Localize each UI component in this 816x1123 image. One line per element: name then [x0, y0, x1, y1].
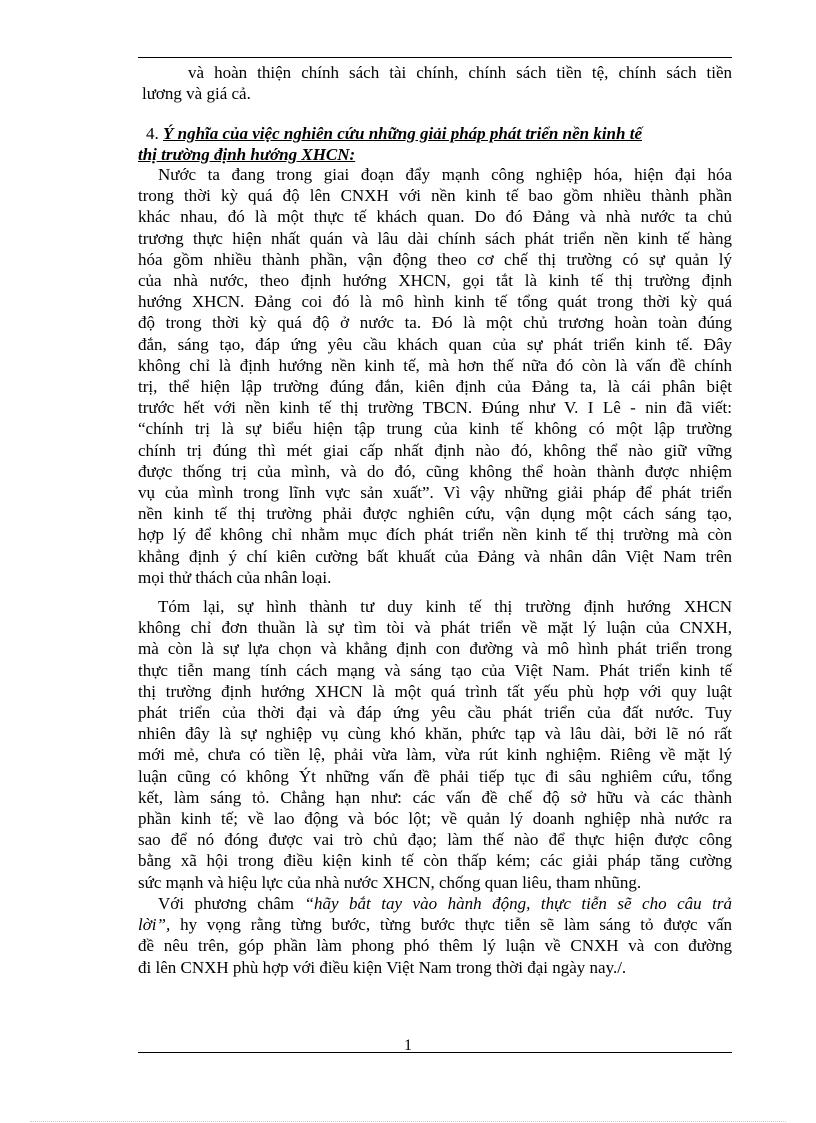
text-line: Tóm lại, sự hình thành tư duy kinh tế thị trường định hướng XHCN: [158, 597, 732, 616]
text-line: mọi thử thách của nhân loại.: [138, 567, 332, 587]
footer-rule: [138, 1052, 732, 1053]
text-line: bằng xã hội trong điều kiện kinh tế còn thấp kém; các giải pháp tăng cường: [138, 851, 732, 871]
page-number: 1: [404, 1037, 412, 1054]
text-line: sao để nó đóng được vai trò chủ đạo; làm thế nào để thực hiện được công: [138, 830, 732, 850]
section-heading: [138, 123, 732, 165]
heading-number: 4.: [146, 124, 159, 143]
text-fragment: Với phương châm: [158, 894, 305, 913]
page-edge-dotted-line: [30, 1121, 786, 1122]
text-line: Nước ta đang trong giai đoạn đẩy mạnh công nghiệp hóa, hiện đại hóa: [158, 165, 732, 184]
text-line: chính trị đúng thì mét giai cấp nhất định nào đó, không thể nào giữ vững: [138, 440, 732, 460]
text-line: khác nhau, đó là một thực tế khách quan. Do đó Đảng và nhà nước ta chủ: [138, 207, 732, 227]
text-line: nhiên đây là sự nghiệp vụ cùng khó khăn, phức tạp và lâu dài, bởi lẽ nó rất: [138, 724, 732, 744]
text-line: phần kinh tế; về lao động và bóc lột; về quản lý doanh nghiệp nhà nước ra: [138, 809, 732, 829]
text-line: mới mẻ, chưa có tiền lệ, phải vừa làm, vừa rút kinh nghiệm. Riêng về mặt lý: [138, 745, 732, 765]
text-line: nền kinh tế thị trường phải được nghiên cứu, vận dụng một cách sáng tạo,: [138, 504, 732, 524]
text-line: không chỉ là định hướng nền kinh tế, mà hơn thế nữa đó còn là vấn đề chính: [138, 355, 732, 375]
text-line: đi lên CNXH phù hợp với điều kiện Việt Nam trong thời đại ngày nay./.: [138, 957, 627, 977]
text-line: sức mạnh và hiệu lực của nhà nước XHCN, chống quan liêu, tham nhũng.: [138, 872, 642, 892]
header-rule: [138, 57, 732, 58]
text-line: đề nêu trên, góp phần làm phong phó thêm lý luận về CNXH và con đường: [138, 936, 732, 956]
text-line: của nhà nước, theo định hướng XHCN, gọi tắt là kinh tế thị trường định: [138, 271, 732, 291]
quote-text: lời”,: [138, 915, 171, 935]
text-line: vụ của mình trong lĩnh vực sản xuất”. Vì vậy những giải pháp để phát triển: [138, 483, 732, 503]
text-line: trong thời kỳ quá độ lên CNXH với nền kinh tế bao gồm nhiều thành phần: [138, 186, 732, 206]
text-line: mà còn là sự lựa chọn và khẳng định con đường và mô hình phát triển trong: [138, 639, 732, 659]
text-fragment: hy vọng rằng từng bước, từng bước thực tiễn sẽ làm sáng tỏ được vấn: [170, 915, 732, 935]
text-line: không chỉ đơn thuần là sự tìm tòi và phát triển về mặt lý luận của CNXH,: [138, 618, 732, 638]
intro-line: lương và giá cả.: [142, 84, 251, 104]
text-line: trị, thể hiện lập trường đúng đắn, kiên định của Đảng ta, là cái phân biệt: [138, 377, 732, 397]
text-line: đắn, sáng tạo, đáp ứng yêu cầu khách quan của sự phát triển kinh tế. Đây: [138, 334, 732, 354]
text-line: được thống trị của mình, và do đó, cũng không thể hoàn thành được nhiệm: [138, 461, 732, 481]
text-line: hóa gồm nhiều thành phần, vận động theo cơ chế thị trường có sự quản lý: [138, 249, 732, 269]
intro-line: và hoàn thiện chính sách tài chính, chính sách tiền tệ, chính sách tiền: [188, 63, 732, 82]
body-paragraph-1: [138, 164, 732, 588]
quote-text: “hãy bắt tay vào hành động, thực tiễn sẽ cho câu trả: [304, 894, 732, 913]
text-line: “chính trị là sự biểu hiện tập trung của kinh tế không có một lập trường: [138, 419, 732, 439]
text-line: trương thực hiện nhất quán và lâu dài chính sách phát triển nền kinh tế hàng: [138, 228, 732, 248]
text-line: thực tiễn mang tính cách mạng và sáng tạo của Việt Nam. Phát triển kinh tế: [138, 660, 732, 680]
heading-title-part-1: Ý nghĩa của việc nghiên cứu những giải pháp phát triển nền kinh tế: [163, 124, 642, 143]
text-line: kết, làm sáng tỏ. Chẳng hạn như: các vấn đề chế độ sở hữu và các thành: [138, 787, 732, 807]
heading-title-part-2: thị trường định hướng XHCN:: [138, 145, 356, 165]
text-line: hợp lý để không chỉ nhằm mục đích phát triển nền kinh tế thị trường mà còn: [138, 525, 732, 545]
intro-paragraph: [138, 62, 732, 104]
body-paragraph-2: [138, 596, 732, 893]
text-line: trước hết với nền kinh tế thị trường TBCN. Đúng như V. I Lê - nin đã viết:: [138, 398, 732, 418]
text-line: [138, 893, 732, 914]
text-line: khẳng định ý chí kiên cường bất khuất của Đảng và nhân dân Việt Nam trên: [138, 546, 732, 566]
text-line: thị trường định hướng XHCN là một quá trình tất yếu phù hợp với quy luật: [138, 681, 732, 701]
text-line: luận cũng có không Ýt những vấn đề phải tiếp tục đi sâu nghiêm cứu, tổng: [138, 766, 732, 786]
text-line: độ trong thời kỳ quá độ ở nước ta. Đó là một chủ trương hoàn toàn đúng: [138, 313, 732, 333]
text-line: hướng XHCN. Đảng coi đó là mô hình kinh tế tổng quát trong thời kỳ quá: [138, 292, 732, 312]
heading-line-1: [138, 123, 732, 144]
text-line: [138, 914, 732, 935]
body-paragraph-3: [138, 893, 732, 978]
text-line: phát triển của thời đại và đáp ứng yêu cầu phát triển của đất nước. Tuy: [138, 703, 732, 723]
